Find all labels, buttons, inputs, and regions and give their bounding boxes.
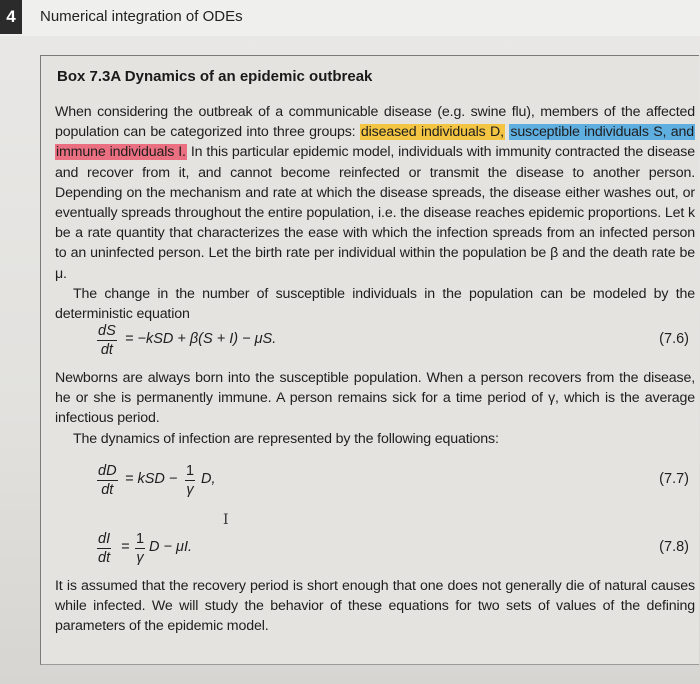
intro-text-before: When considering the outbreak of a communicable disease (e.g. swine flu), members of the affected population can be categorized into three groups: — [55, 104, 695, 141]
eq3-inner-fraction — [135, 530, 145, 567]
eq3-inner-numerator: 1 — [136, 531, 145, 547]
paragraph-newborns — [55, 368, 695, 449]
eq1-label: (7.6) — [659, 331, 689, 347]
eq2-denominator: dt — [101, 482, 114, 498]
page-number: 4 — [0, 0, 22, 34]
intro-text-after: In this particular epidemic model, individuals with immunity contracted the disease and recover from it, and cannot become reinfected or transmit the disease to another person. Depending on the mechanism and rate at which the disease spreads, the disease either washes out, or eventually spreads throughout the entire population, i.e. the disease reaches epidemic proportions. Let k be a rate quantity that characterizes the ease with which the infection spreads from an infected person to an uninfected person. Let the birth rate per individual within the population be β and the death rate be μ. — [55, 144, 695, 282]
text-cursor-icon: I — [223, 512, 229, 528]
paragraph-assumption — [55, 576, 695, 637]
eq2-rhs-a: = kSD − — [125, 471, 178, 487]
eq2-rhs-b: D, — [201, 471, 216, 487]
box-7-3a — [40, 55, 699, 665]
highlight-susceptible: susceptible individuals S, and — [510, 124, 694, 141]
eq1-rhs: = −kSD + β(S + I) − μS. — [125, 331, 277, 347]
eq3-rhs-a: = — [121, 539, 130, 555]
eq2-inner-fraction — [185, 462, 195, 499]
eq1-fraction — [97, 322, 117, 359]
eq3-label: (7.8) — [659, 539, 689, 555]
eq2-numerator: dD — [98, 463, 117, 479]
eq2-label: (7.7) — [659, 471, 689, 487]
eq3-inner-denominator: γ — [136, 550, 144, 566]
eq2-fraction — [97, 462, 118, 499]
eq3-numerator: dI — [98, 531, 111, 547]
assumption-text: It is assumed that the recovery period is short enough that one does not generally die of natural causes while infected. We will study the behavior of these equations for two sets of values of the defining parameters of the epidemic model. — [55, 578, 695, 635]
paragraph-susceptible-change: The change in the number of susceptible individuals in the population can be modeled by the deterministic equation — [55, 285, 695, 323]
newborns-text: Newborns are always born into the susceptible population. When a person recovers from the disease, he or she is permanently immune. A person remains sick for a time period of γ, which is the average infectious period. — [55, 370, 695, 427]
paragraph-intro — [55, 102, 695, 324]
highlight-immune: immune individuals I. — [56, 144, 186, 161]
page-header — [0, 0, 700, 36]
eq2-inner-denominator: γ — [186, 482, 194, 498]
equation-7-7 — [41, 462, 699, 506]
eq1-denominator: dt — [100, 342, 113, 358]
equation-7-8 — [41, 530, 699, 574]
box-title: Box 7.3A Dynamics of an epidemic outbreak — [57, 68, 373, 85]
eq2-inner-numerator: 1 — [186, 463, 195, 479]
eq3-fraction — [97, 530, 111, 567]
dynamics-intro-text: The dynamics of infection are represented by the following equations: — [73, 430, 499, 447]
equation-7-6 — [41, 322, 699, 366]
highlight-diseased: diseased individuals D, — [360, 124, 504, 141]
eq3-rhs-b: D − μI. — [149, 539, 192, 555]
chapter-title: Numerical integration of ODEs — [40, 8, 243, 25]
eq1-numerator: dS — [98, 323, 116, 339]
eq3-denominator: dt — [98, 550, 111, 566]
